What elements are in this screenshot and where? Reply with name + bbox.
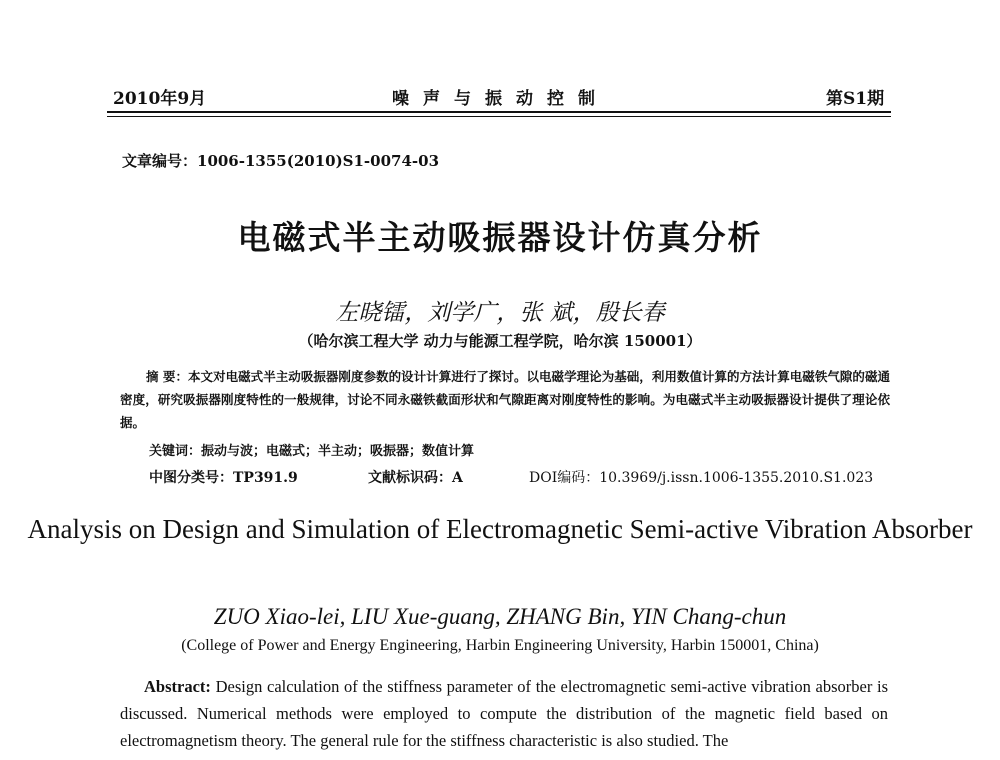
abstract-english-label: Abstract: xyxy=(144,677,211,696)
authors-english: ZUO Xiao-lei, LIU Xue-guang, ZHANG Bin, YIN Chang-chun xyxy=(213,604,787,629)
abstract-english-text: Design calculation of the stiffness parameter of the electromagnetic semi-active vibration absorber is discussed. Numerical methods were employed to compute the distribution of the magnetic field based on electromagnetism theory. The general rule for the stiffness characteristic is also studied. The xyxy=(120,677,888,750)
affiliation-english: (College of Power and Energy Engineering, Harbin Engineering University, Harbin 150001, China) xyxy=(181,637,819,654)
title-chinese: 电磁式半主动吸振器设计仿真分析 xyxy=(237,218,763,257)
doi-code: DOI编码：10.3969/j.issn.1006-1355.2010.S1.023 xyxy=(529,470,874,486)
keywords-chinese: 关键词：振动与波；电磁式；半主动；吸振器；数值计算 xyxy=(149,444,475,459)
affiliation-chinese: （哈尔滨工程大学 动力与能源工程学院，哈尔滨 150001） xyxy=(298,332,702,350)
document-code: 文献标识码：A xyxy=(368,470,463,486)
header-rule-thick xyxy=(107,111,891,113)
header-issue: 第S1期 xyxy=(826,89,885,109)
abstract-chinese: 摘 要：本文对电磁式半主动吸振器刚度参数的设计计算进行了探讨。以电磁学理论为基础，利用数值计算的方法计算电磁铁气隙的磁通密度，研究吸振器刚度特性的一般规律，讨论不同永磁铁截面形状和气隙距离对刚度特性的影响。为电磁式半主动吸振器设计提供了理论依据。 xyxy=(120,369,890,430)
abstract-english xyxy=(120,673,888,754)
header-date: 2010年9月 xyxy=(113,89,207,109)
article-number: 文章编号：1006-1355(2010)S1-0074-03 xyxy=(122,152,440,170)
title-english: Analysis on Design and Simulation of Electromagnetic Semi-active Vibration Absorber xyxy=(27,514,973,544)
authors-chinese: 左晓镭，刘学广，张 斌，殷长春 xyxy=(335,300,665,326)
classification-number: 中图分类号：TP391.9 xyxy=(149,470,298,486)
header-journal-name: 噪声与振动控制 xyxy=(392,89,609,109)
header-rule-thin xyxy=(107,116,891,117)
